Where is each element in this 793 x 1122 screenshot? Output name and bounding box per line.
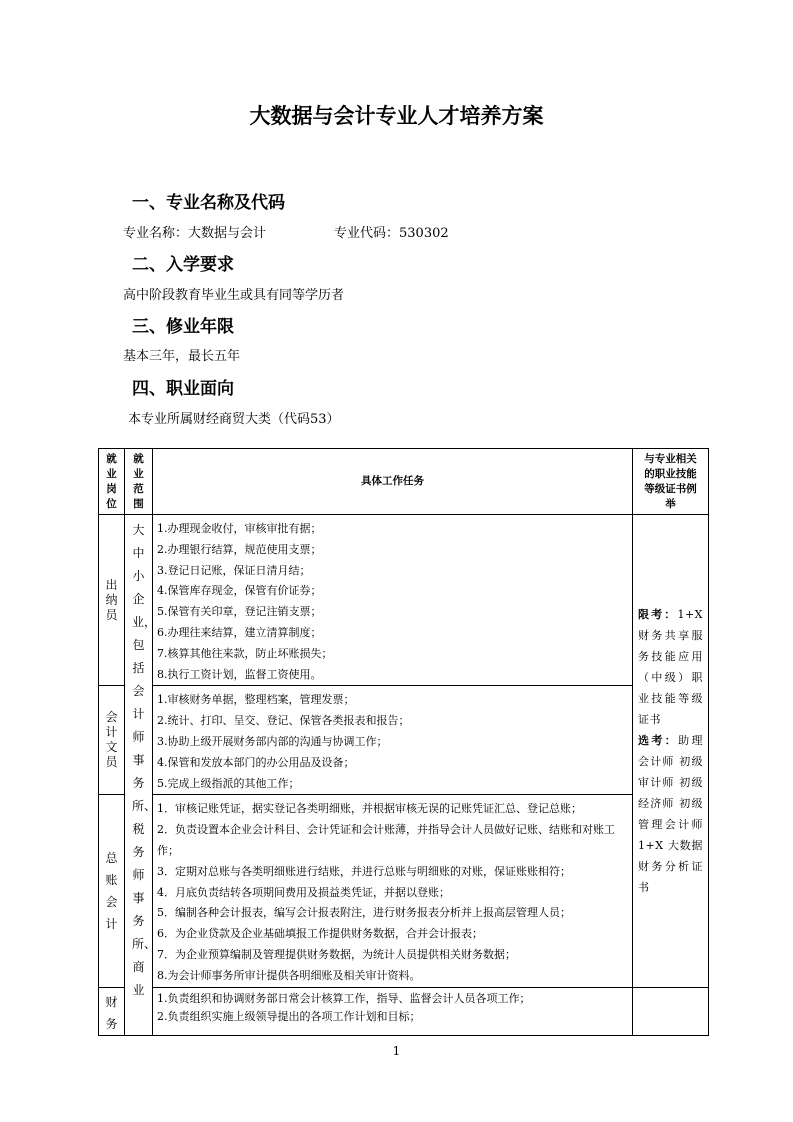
- position-finance: 财务: [99, 987, 125, 1035]
- cert-limited-text: 1+X 财务共享服务技能应用（中级）职业技能等级证书: [638, 607, 703, 726]
- task-item: 6．为企业贷款及企业基础填报工作提供财务数据，合并会计报表；: [157, 927, 483, 941]
- task-item: 8.为会计师事务所审计提供各明细账及相关审计资料。: [157, 968, 421, 982]
- task-item: 2.负责组织实施上级领导提出的各项工作计划和目标；: [157, 1009, 421, 1023]
- task-item: 1．审核记账凭证，据实登记各类明细账，并根据审核无误的记账凭证汇总、登记总账；: [157, 802, 582, 816]
- duration-text: 基本三年，最长五年: [123, 349, 241, 364]
- career-table: [98, 448, 709, 1036]
- task-item: 4.保管和发放本部门的办公用品及设备；: [157, 755, 355, 769]
- header-scope: 就业范围: [125, 449, 153, 515]
- major-code: 专业代码：530302: [334, 226, 449, 241]
- section-heading-career: 四、职业面向: [132, 379, 234, 399]
- task-item: 1.审核财务单据，整理档案，管理发票；: [157, 693, 355, 707]
- career-text: 本专业所属财经商贸大类（代码53）: [128, 412, 340, 427]
- employment-scope: 大中小企业，包括会计师事务所、税务师事务所、商业: [125, 515, 153, 1036]
- task-item: 2．负责设置本企业会计科目、会计凭证和会计账薄，并指导会计人员做好记账、结账和对账工作；: [157, 823, 615, 857]
- section-heading-admission: 二、入学要求: [132, 255, 234, 275]
- task-item: 5.完成上级指派的其他工作；: [157, 776, 300, 790]
- tasks-accounting-clerk: [153, 686, 633, 795]
- document-title: 大数据与会计专业人才培养方案: [249, 104, 544, 128]
- task-item: 6.办理往来结算，建立清算制度；: [157, 625, 322, 639]
- task-item: 1.办理现金收付，审核审批有据；: [157, 522, 322, 535]
- task-item: 8.执行工资计划，监督工资使用。: [157, 667, 322, 681]
- task-item: 1.负责组织和协调财务部日常会计核算工作，指导、监督会计人员各项工作；: [157, 991, 531, 1005]
- tasks-general-ledger: [153, 795, 633, 987]
- header-tasks: 具体工作任务: [153, 449, 633, 515]
- task-item: 4.保管库存现金，保管有价证券；: [157, 584, 322, 598]
- certificate-list: [633, 515, 709, 988]
- section-heading-duration: 三、修业年限: [132, 317, 234, 337]
- header-position: 就业岗位: [99, 449, 125, 515]
- task-item: 2.统计、打印、呈交、登记、保管各类报表和报告；: [157, 714, 410, 728]
- task-item: 7.核算其他往来款，防止坏账损失；: [157, 646, 333, 660]
- cert-limited-label: 限考：: [638, 607, 678, 621]
- page-number: 1: [392, 1044, 401, 1058]
- cert-optional-label: 选考：: [638, 733, 679, 747]
- position-general-ledger: 总账会计: [99, 795, 125, 987]
- task-item: 5．编制各种会计报表，编写会计报表附注，进行财务报表分析并上报高层管理人员；: [157, 906, 571, 920]
- task-item: 7．为企业预算编制及管理提供财务数据，为统计人员提供相关财务数据；: [157, 947, 516, 961]
- tasks-cashier: [153, 515, 633, 686]
- task-item: 5.保管有关印章，登记注销支票；: [157, 605, 322, 619]
- tasks-finance: [153, 987, 633, 1035]
- task-item: 3.协助上级开展财务部内部的沟通与协调工作；: [157, 734, 388, 748]
- task-item: 2.办理银行结算，规范使用支票；: [157, 542, 322, 556]
- position-cashier: 出纳员: [99, 515, 125, 686]
- position-accounting-clerk: 会计文员: [99, 686, 125, 795]
- task-item: 4．月底负责结转各项期间费用及损益类凭证，并据以登账；: [157, 885, 450, 899]
- task-item: 3.登记日记账，保证日清月结；: [157, 563, 311, 577]
- certificate-cell-empty: [633, 987, 709, 1035]
- task-item: 3．定期对总账与各类明细账进行结账，并进行总账与明细账的对账，保证账账相符；: [157, 864, 571, 878]
- cert-optional-text: 助理会计师 初级审计师 初级经济师 初级管理会计师 1+X 大数据财务分析证书: [638, 733, 703, 894]
- header-cert: 与专业相关的职业技能等级证书例举: [633, 449, 709, 515]
- admission-text: 高中阶段教育毕业生或具有同等学历者: [123, 288, 345, 303]
- section-heading-major: 一、专业名称及代码: [132, 193, 285, 213]
- major-name: 专业名称：大数据与会计: [123, 226, 267, 241]
